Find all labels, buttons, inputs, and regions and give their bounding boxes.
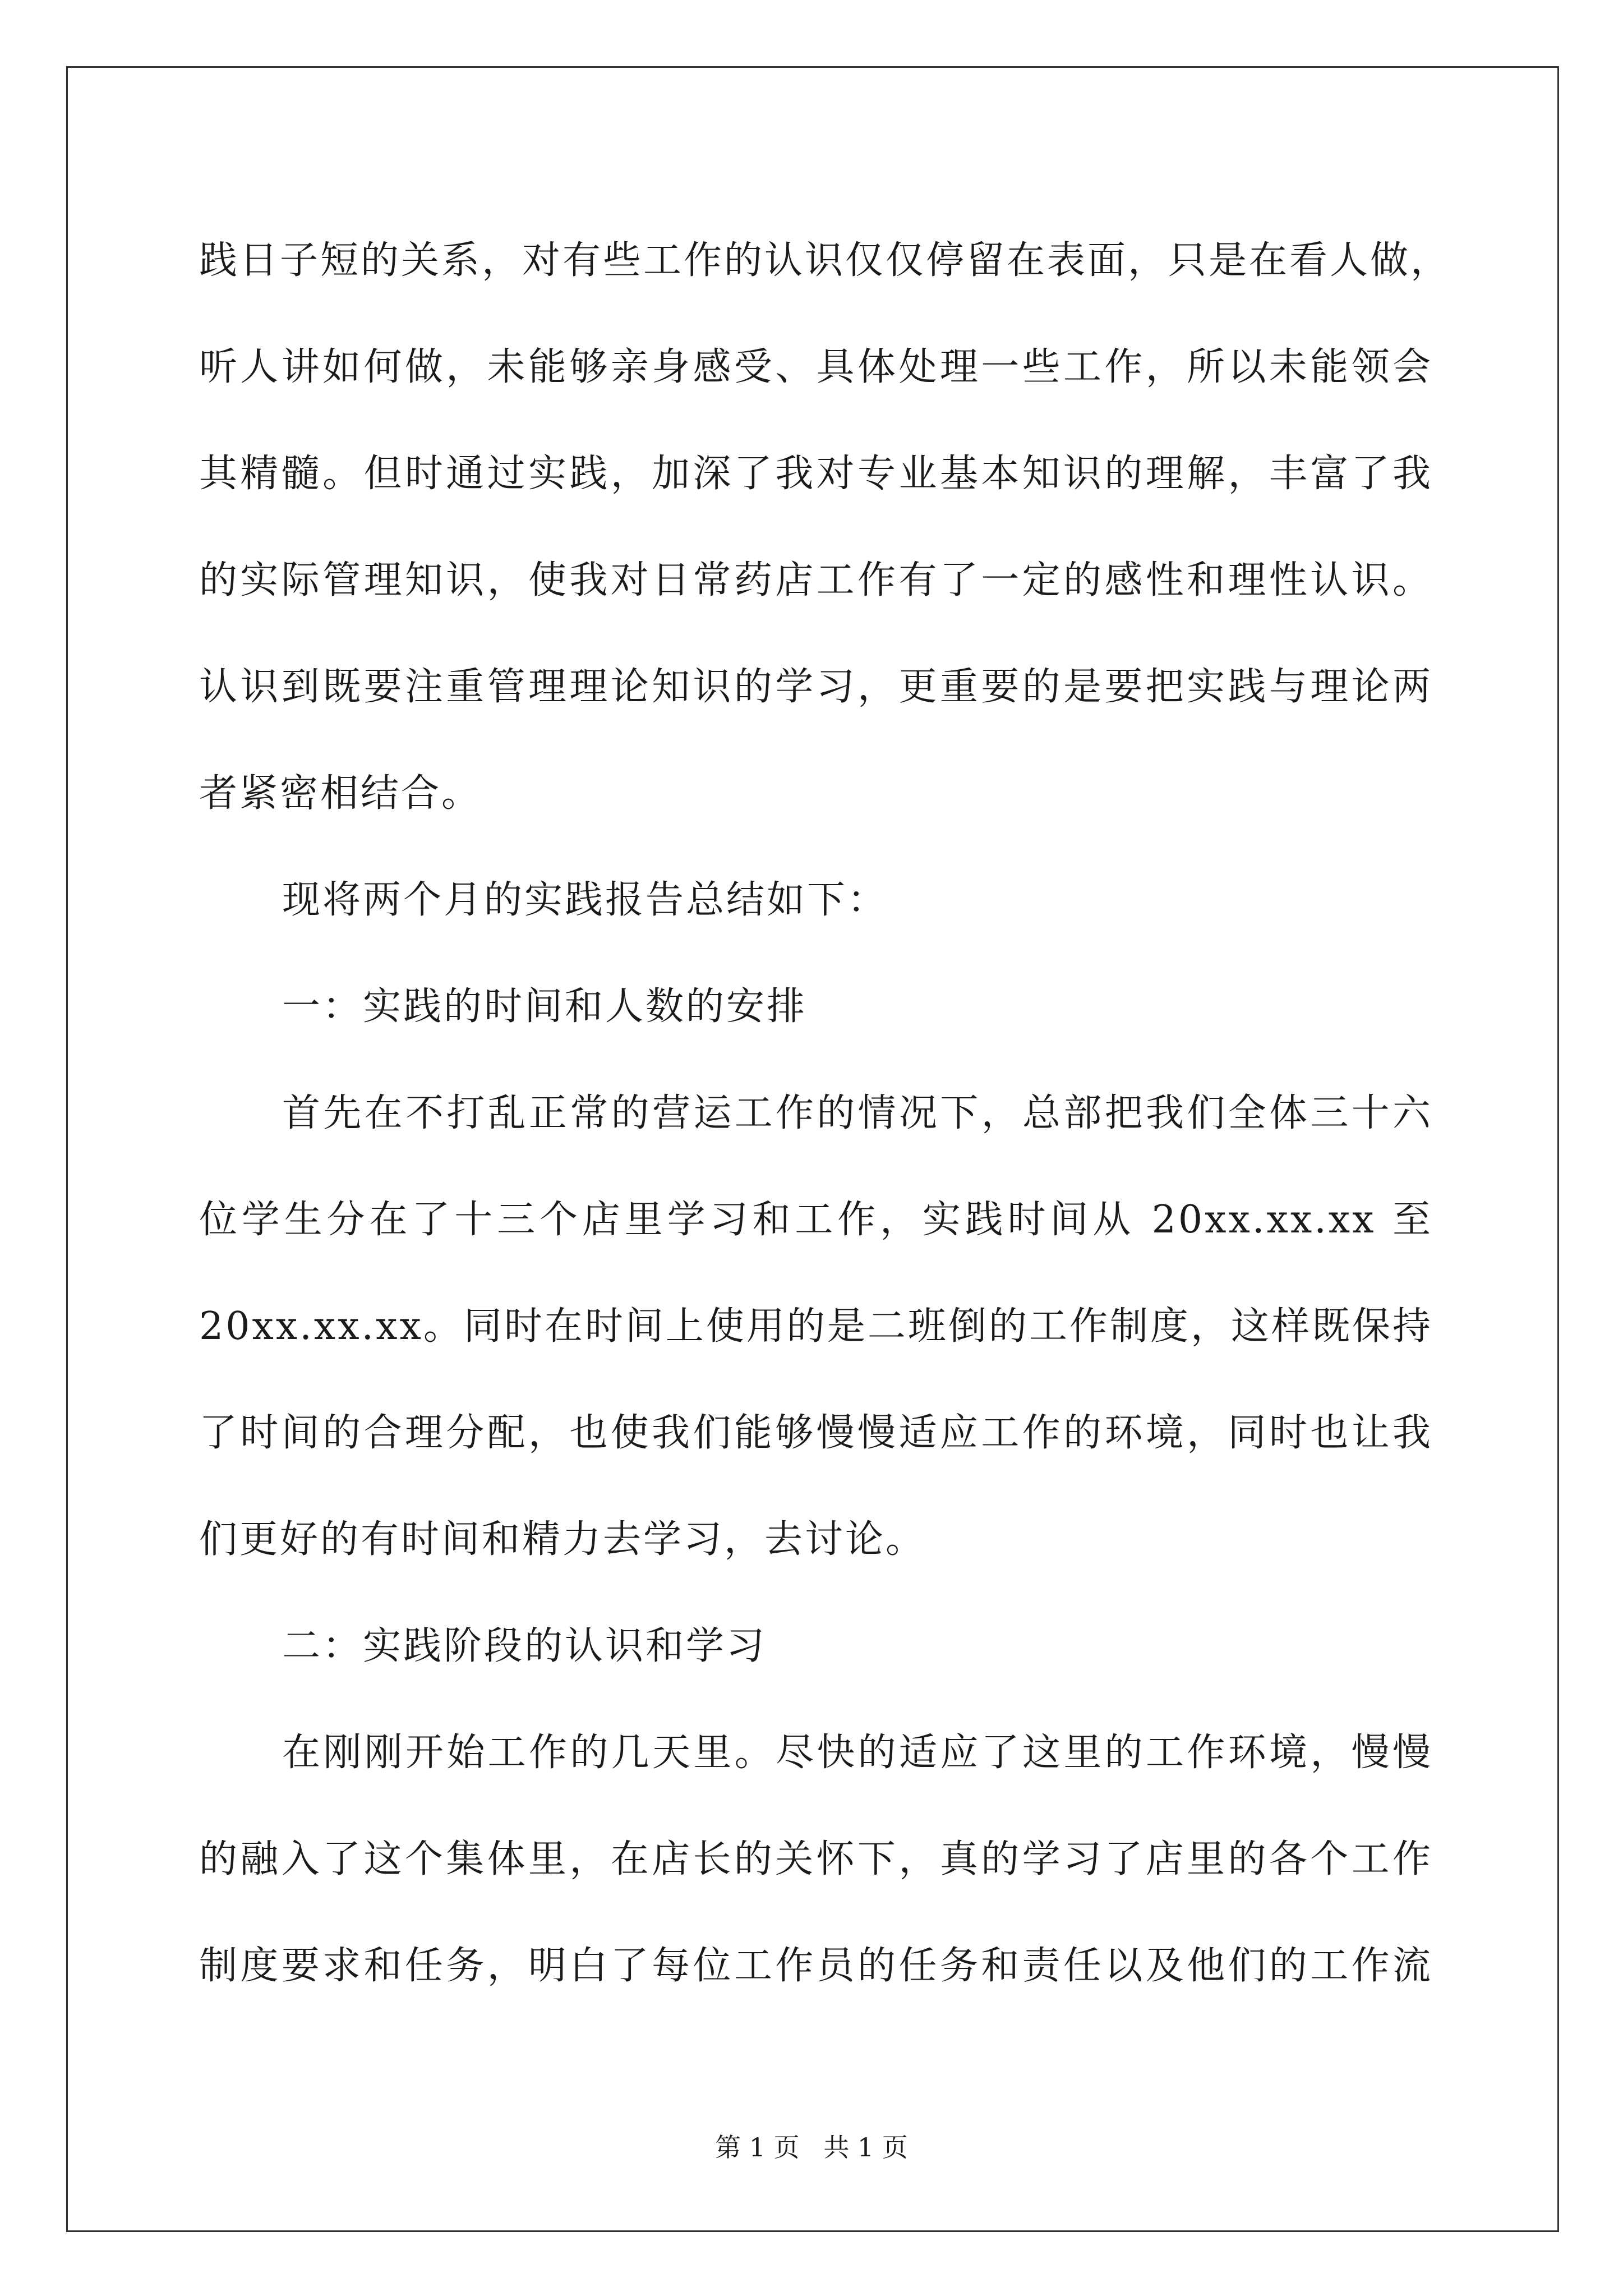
paragraph-line: 其精髓。但时通过实践，加深了我对专业基本知识的理解，丰富了我 — [199, 452, 1433, 496]
paragraph-line: 20xx.xx.xx。同时在时间上使用的是二班倒的工作制度，这样既保持 — [199, 1304, 1433, 1349]
paragraph-line: 制度要求和任务，明白了每位工作员的任务和责任以及他们的工作流 — [199, 1944, 1433, 1988]
page-total: 共 1 页 — [823, 2132, 908, 2162]
paragraph-line: 现将两个月的实践报告总结如下： — [282, 878, 888, 922]
paragraph-line: 者紧密相结合。 — [199, 771, 482, 816]
paragraph-line: 听人讲如何做，未能够亲身感受、具体处理一些工作，所以未能领会 — [199, 345, 1433, 389]
paragraph-line: 了时间的合理分配，也使我们能够慢慢适应工作的环境，同时也让我 — [199, 1411, 1433, 1455]
document-body — [199, 208, 1451, 2019]
paragraph-line: 在刚刚开始工作的几天里。尽快的适应了这里的工作环境，慢慢 — [282, 1731, 1433, 1775]
paragraph-line: 的实际管理知识，使我对日常药店工作有了一定的感性和理性认识。 — [199, 558, 1433, 602]
paragraph-line: 位学生分在了十三个店里学习和工作，实践时间从 20xx.xx.xx 至 — [199, 1198, 1433, 1242]
paragraph-line: 首先在不打乱正常的营运工作的情况下，总部把我们全体三十六 — [282, 1091, 1433, 1135]
page-number: 第 1 页 — [715, 2132, 800, 2162]
paragraph-line: 认识到既要注重管理理论知识的学习，更重要的是要把实践与理论两 — [199, 665, 1433, 709]
page-footer — [0, 2127, 1623, 2164]
paragraph-line: 们更好的有时间和精力去学习，去讨论。 — [199, 1517, 926, 1562]
section-heading: 二：实践阶段的认识和学习 — [282, 1624, 767, 1668]
section-heading: 一：实践的时间和人数的安排 — [282, 984, 808, 1029]
paragraph-line: 的融入了这个集体里，在店长的关怀下，真的学习了店里的各个工作 — [199, 1837, 1433, 1881]
paragraph-line: 践日子短的关系，对有些工作的认识仅仅停留在表面，只是在看人做， — [199, 238, 1451, 283]
